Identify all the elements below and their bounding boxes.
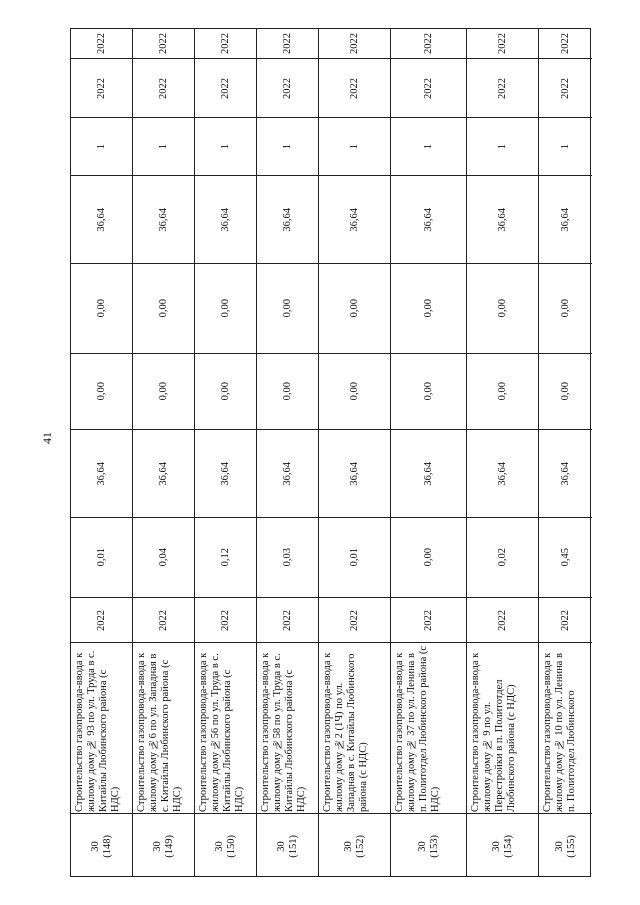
- table-cell-y3: [319, 29, 390, 59]
- cell-text: 1: [219, 143, 231, 150]
- cell-text: 36,64: [496, 461, 508, 486]
- table-row: [257, 29, 319, 876]
- cell-text: 2022: [95, 33, 107, 54]
- cell-text: 2022: [281, 33, 293, 54]
- cell-text: 36,64: [157, 461, 169, 486]
- table-cell-y3: [195, 29, 256, 59]
- table-cell-c3: [319, 354, 390, 430]
- cell-text: 36,64: [157, 207, 169, 232]
- cell-text: 2022: [281, 609, 293, 631]
- table-cell-desc: [539, 643, 592, 814]
- cell-text: 0,01: [95, 548, 107, 567]
- cell-text: 0,00: [496, 382, 508, 401]
- cell-text: Строительство газопровода-ввода к жилому дому №2 (1Ч) по ул. Западная в с. Китайлы Любинского района (с НДС): [321, 652, 369, 812]
- table-cell-y3: [467, 29, 538, 59]
- cell-text: 36,64: [559, 461, 571, 486]
- cell-text: 30 (149): [151, 834, 175, 858]
- cell-text: 0,03: [281, 548, 293, 567]
- table-cell-num: [319, 814, 390, 878]
- cell-text: 2022: [348, 33, 360, 54]
- table-cell-y2: [319, 59, 390, 118]
- table-cell-c3: [257, 354, 318, 430]
- cell-text: 0,00: [348, 299, 360, 318]
- table-cell-c1: [257, 518, 318, 598]
- cell-text: Строительство газопровода-ввода к жилому дому №58 по ул. Труда в с. Китайлы Любинского района (с НДС): [259, 652, 307, 812]
- cell-text: 36,64: [95, 207, 107, 232]
- table-cell-c6: [257, 118, 318, 176]
- cell-text: 2022: [422, 609, 434, 631]
- table-cell-c2: [391, 430, 466, 518]
- table-cell-desc: [71, 643, 132, 814]
- table-cell-c2: [71, 430, 132, 518]
- cell-text: 2022: [157, 609, 169, 631]
- table-cell-num: [467, 814, 538, 878]
- table-cell-year: [539, 598, 592, 643]
- table-cell-c2: [133, 430, 194, 518]
- table-cell-year: [71, 598, 132, 643]
- table-cell-c3: [71, 354, 132, 430]
- table-cell-num: [195, 814, 256, 878]
- table-cell-num: [133, 814, 194, 878]
- table-row: [71, 29, 133, 876]
- table-cell-c6: [195, 118, 256, 176]
- table-cell-c4: [391, 264, 466, 354]
- cell-text: Строительство газопровода-ввода к жилому дому № 9 по ул. Перестройки в п. Политотдел Любинского района (с НДС): [469, 652, 517, 812]
- cell-text: 2022: [219, 33, 231, 54]
- cell-text: 36,64: [422, 207, 434, 232]
- cell-text: 36,64: [348, 207, 360, 232]
- table-cell-c4: [319, 264, 390, 354]
- cell-text: Строительство газопровода-ввода к жилому дому № 10 по ул. Ленина в п. Политотдел Любинского: [542, 652, 577, 812]
- table-cell-y3: [539, 29, 592, 59]
- cell-text: 0,00: [422, 299, 434, 318]
- cell-text: 2022: [496, 33, 508, 54]
- table-cell-c1: [467, 518, 538, 598]
- cell-text: 2022: [559, 77, 571, 99]
- table-cell-y3: [71, 29, 132, 59]
- cell-text: 0,00: [95, 382, 107, 401]
- table-cell-year: [195, 598, 256, 643]
- cell-text: 30 (152): [342, 834, 366, 858]
- table-cell-c4: [195, 264, 256, 354]
- table-cell-y2: [195, 59, 256, 118]
- table-cell-num: [71, 814, 132, 878]
- table-cell-c2: [257, 430, 318, 518]
- table-cell-c3: [539, 354, 592, 430]
- cell-text: 30 (154): [490, 834, 514, 858]
- cell-text: Строительство газопровода-ввода к жилому дому №56 по ул. Труда в с. Китайлы Любинского района (с НДС): [197, 652, 245, 812]
- table-cell-c5: [195, 176, 256, 264]
- table-cell-c5: [467, 176, 538, 264]
- cell-text: 36,64: [281, 207, 293, 232]
- table-cell-year: [391, 598, 466, 643]
- table-cell-c4: [539, 264, 592, 354]
- cell-text: 36,64: [219, 461, 231, 486]
- cell-text: 2022: [348, 77, 360, 99]
- cell-text: 2022: [95, 77, 107, 99]
- table-cell-y2: [257, 59, 318, 118]
- cell-text: 1: [348, 143, 360, 150]
- table-cell-num: [539, 814, 592, 878]
- cell-text: 2022: [219, 77, 231, 99]
- cell-text: 0,02: [496, 548, 508, 567]
- table-cell-c1: [71, 518, 132, 598]
- table-cell-c1: [539, 518, 592, 598]
- cell-text: Строительство газопровода-ввода к жилому дому № 37 по ул. Ленина в п. Политотдел Любинского района (с НДС): [393, 645, 441, 812]
- cell-text: 0,00: [157, 299, 169, 318]
- table-cell-c5: [71, 176, 132, 264]
- table-cell-desc: [133, 643, 194, 814]
- table-cell-num: [257, 814, 318, 878]
- data-table: [70, 28, 591, 877]
- cell-text: 0,00: [496, 299, 508, 318]
- cell-text: 0,12: [219, 548, 231, 567]
- cell-text: 36,64: [496, 207, 508, 232]
- table-row: [539, 29, 592, 876]
- cell-text: 2022: [95, 609, 107, 631]
- cell-text: 0,00: [422, 548, 434, 567]
- table-cell-year: [257, 598, 318, 643]
- cell-text: 36,64: [559, 207, 571, 232]
- table-cell-c5: [133, 176, 194, 264]
- table-cell-num: [391, 814, 466, 878]
- table-row: [133, 29, 195, 876]
- table-cell-year: [467, 598, 538, 643]
- table-cell-y2: [71, 59, 132, 118]
- table-cell-c6: [539, 118, 592, 176]
- cell-text: 2022: [559, 609, 571, 631]
- cell-text: 0,00: [281, 382, 293, 401]
- cell-text: 0,00: [219, 382, 231, 401]
- table-cell-c1: [133, 518, 194, 598]
- table-cell-y2: [391, 59, 466, 118]
- table-cell-c1: [319, 518, 390, 598]
- table-cell-c6: [319, 118, 390, 176]
- cell-text: 2022: [219, 609, 231, 631]
- table-cell-desc: [257, 643, 318, 814]
- table-cell-desc: [467, 643, 538, 814]
- table-row: [467, 29, 539, 876]
- cell-text: 0,00: [559, 299, 571, 318]
- table-cell-c5: [391, 176, 466, 264]
- table-cell-c1: [195, 518, 256, 598]
- table-cell-c5: [257, 176, 318, 264]
- table-cell-c4: [257, 264, 318, 354]
- cell-text: 0,00: [95, 299, 107, 318]
- table-cell-y2: [133, 59, 194, 118]
- table-cell-desc: [319, 643, 390, 814]
- table-cell-y3: [133, 29, 194, 59]
- cell-text: 30 (153): [416, 834, 440, 858]
- table-cell-c5: [539, 176, 592, 264]
- table-row: [319, 29, 391, 876]
- page-number: 41: [40, 432, 54, 444]
- cell-text: 0,00: [219, 299, 231, 318]
- cell-text: 36,64: [281, 461, 293, 486]
- table-cell-c4: [467, 264, 538, 354]
- cell-text: 0,04: [157, 548, 169, 567]
- cell-text: 1: [496, 143, 508, 150]
- table-cell-year: [133, 598, 194, 643]
- cell-text: 0,00: [559, 382, 571, 401]
- cell-text: 30 (150): [213, 834, 237, 858]
- cell-text: 30 (151): [275, 834, 299, 858]
- cell-text: Строительство газопровода-ввода к жилому дому №6 по ул. Западная в с. Китайлы Любинского района (с НДС): [135, 652, 183, 812]
- cell-text: 1: [559, 143, 571, 150]
- cell-text: 30 (148): [89, 834, 113, 858]
- table-cell-y2: [467, 59, 538, 118]
- cell-text: 0,00: [422, 382, 434, 401]
- table-cell-c5: [319, 176, 390, 264]
- cell-text: 1: [157, 143, 169, 150]
- table-cell-c6: [467, 118, 538, 176]
- cell-text: 1: [281, 143, 293, 150]
- cell-text: 2022: [496, 609, 508, 631]
- cell-text: 36,64: [219, 207, 231, 232]
- table-cell-c3: [467, 354, 538, 430]
- table-cell-c1: [391, 518, 466, 598]
- table-cell-c3: [133, 354, 194, 430]
- cell-text: 2022: [422, 77, 434, 99]
- table-cell-c4: [71, 264, 132, 354]
- table-cell-c2: [319, 430, 390, 518]
- table-cell-c3: [391, 354, 466, 430]
- table-row: [195, 29, 257, 876]
- cell-text: 0,00: [281, 299, 293, 318]
- cell-text: 36,64: [95, 461, 107, 486]
- table-cell-c6: [391, 118, 466, 176]
- cell-text: 0,45: [559, 548, 571, 567]
- cell-text: 1: [422, 143, 434, 150]
- table-cell-y3: [257, 29, 318, 59]
- cell-text: 2022: [422, 33, 434, 54]
- table-cell-c6: [71, 118, 132, 176]
- cell-text: 36,64: [348, 461, 360, 486]
- table-cell-c3: [195, 354, 256, 430]
- table-cell-desc: [391, 643, 466, 814]
- cell-text: 2022: [157, 33, 169, 54]
- table-cell-c6: [133, 118, 194, 176]
- table-cell-year: [319, 598, 390, 643]
- cell-text: 2022: [157, 77, 169, 99]
- table-row: [391, 29, 467, 876]
- cell-text: 2022: [348, 609, 360, 631]
- table-cell-y3: [391, 29, 466, 59]
- table-cell-c2: [467, 430, 538, 518]
- table-cell-c2: [195, 430, 256, 518]
- cell-text: 2022: [496, 77, 508, 99]
- cell-text: 36,64: [422, 461, 434, 486]
- table-cell-c2: [539, 430, 592, 518]
- table-cell-y2: [539, 59, 592, 118]
- cell-text: 0,01: [348, 548, 360, 567]
- table-cell-desc: [195, 643, 256, 814]
- cell-text: 2022: [281, 77, 293, 99]
- table-cell-c4: [133, 264, 194, 354]
- cell-text: Строительство газопровода-ввода к жилому дому № 93 по ул. Труда в с. Китайлы Любинского района (с НДС): [73, 650, 121, 812]
- cell-text: 1: [95, 143, 107, 150]
- cell-text: 2022: [559, 33, 571, 54]
- cell-text: 0,00: [157, 382, 169, 401]
- cell-text: 30 (155): [553, 834, 577, 858]
- cell-text: 0,00: [348, 382, 360, 401]
